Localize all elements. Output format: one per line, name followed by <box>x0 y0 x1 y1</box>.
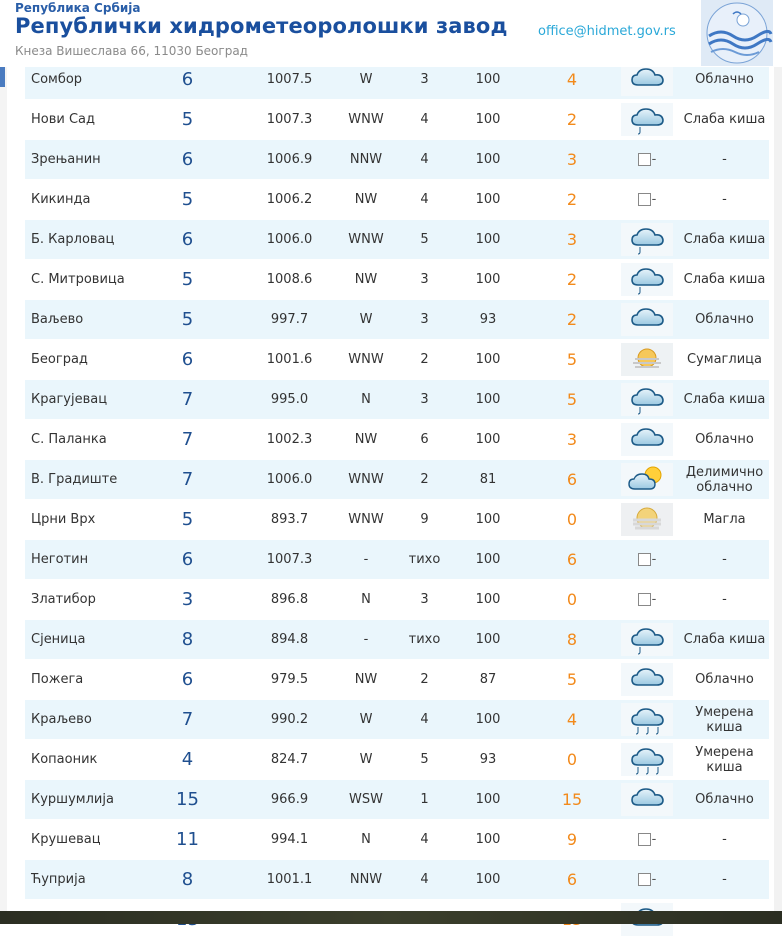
wind-direction: NW <box>329 180 403 220</box>
cloudy-icon <box>621 423 673 456</box>
weather-icon-cell <box>614 220 680 260</box>
feels-like: 2 <box>530 180 614 220</box>
station-name: Сјеница <box>25 620 125 660</box>
left-edge <box>0 67 7 924</box>
light-rain-icon <box>621 263 673 296</box>
broken-image-icon: - <box>638 592 657 607</box>
wind-direction: NNW <box>329 860 403 900</box>
moderate-rain-icon <box>621 743 673 776</box>
wind-speed: 4 <box>403 100 446 140</box>
station-name: Крагујевац <box>25 380 125 420</box>
feels-like: 5 <box>530 380 614 420</box>
humidity: 87 <box>446 660 530 700</box>
weather-description: Слаба киша <box>680 620 769 660</box>
humidity: 100 <box>446 820 530 860</box>
humidity: 100 <box>446 60 530 100</box>
table-row <box>25 700 769 740</box>
email-link[interactable]: office@hidmet.gov.rs <box>538 24 676 39</box>
pressure: 1006.0 <box>250 460 329 500</box>
wind-direction: NNW <box>329 140 403 180</box>
site-title[interactable]: Републички хидрометеоролошки завод <box>15 14 508 38</box>
wind-speed: 2 <box>403 340 446 380</box>
haze-icon <box>621 343 673 376</box>
temperature: 6 <box>125 540 250 580</box>
station-name: Црни Врх <box>25 500 125 540</box>
weather-description: - <box>680 180 769 220</box>
table-row <box>25 620 769 660</box>
station-name: Зрењанин <box>25 140 125 180</box>
weather-description: Облачно <box>680 660 769 700</box>
wind-direction: N <box>329 580 403 620</box>
table-row <box>25 420 769 460</box>
humidity: 100 <box>446 700 530 740</box>
feels-like: 2 <box>530 300 614 340</box>
partly-cloudy-icon <box>621 463 673 496</box>
temperature: 7 <box>125 420 250 460</box>
wind-speed: 5 <box>403 740 446 780</box>
humidity: 93 <box>446 740 530 780</box>
humidity: 100 <box>446 220 530 260</box>
wind-speed: 2 <box>403 660 446 700</box>
weather-table <box>25 60 769 940</box>
feels-like: 6 <box>530 540 614 580</box>
feels-like: 0 <box>530 580 614 620</box>
feels-like: 9 <box>530 820 614 860</box>
temperature: 5 <box>125 260 250 300</box>
wind-speed: тихо <box>403 540 446 580</box>
station-name: Крушевац <box>25 820 125 860</box>
pressure: 966.9 <box>250 780 329 820</box>
temperature: 6 <box>125 340 250 380</box>
wind-direction: WNW <box>329 220 403 260</box>
wind-speed: 9 <box>403 500 446 540</box>
wind-direction: W <box>329 300 403 340</box>
wind-direction: - <box>329 540 403 580</box>
weather-icon-cell <box>614 180 680 220</box>
wind-direction: WNW <box>329 340 403 380</box>
wind-speed: 3 <box>403 300 446 340</box>
wind-speed: 4 <box>403 700 446 740</box>
humidity: 100 <box>446 860 530 900</box>
feels-like: 3 <box>530 420 614 460</box>
wind-speed: 1 <box>403 780 446 820</box>
humidity: 100 <box>446 180 530 220</box>
temperature: 11 <box>125 820 250 860</box>
station-name: Неготин <box>25 540 125 580</box>
weather-description: Делимично облачно <box>680 460 769 500</box>
humidity: 100 <box>446 340 530 380</box>
pressure: 894.8 <box>250 620 329 660</box>
table-row <box>25 340 769 380</box>
station-name: Београд <box>25 340 125 380</box>
temperature: 6 <box>125 140 250 180</box>
feels-like: 5 <box>530 660 614 700</box>
station-name: Сомбор <box>25 60 125 100</box>
temperature: 5 <box>125 100 250 140</box>
pressure: 1002.3 <box>250 420 329 460</box>
address: Кнеза Вишеслава 66, 11030 Београд <box>15 44 248 58</box>
station-name: С. Паланка <box>25 420 125 460</box>
moderate-rain-icon <box>621 703 673 736</box>
weather-icon-cell <box>614 540 680 580</box>
table-row <box>25 660 769 700</box>
weather-icon-cell <box>614 780 680 820</box>
light-rain-icon <box>621 223 673 256</box>
temperature: 8 <box>125 860 250 900</box>
table-row <box>25 380 769 420</box>
weather-description: - <box>680 860 769 900</box>
station-name: Ваљево <box>25 300 125 340</box>
station-name: Куршумлија <box>25 780 125 820</box>
temperature: 5 <box>125 180 250 220</box>
station-name: Краљево <box>25 700 125 740</box>
weather-icon-cell <box>614 140 680 180</box>
feels-like: 3 <box>530 140 614 180</box>
feels-like: 6 <box>530 460 614 500</box>
weather-description: Облачно <box>680 60 769 100</box>
wind-speed: 4 <box>403 860 446 900</box>
table-row <box>25 540 769 580</box>
light-rain-icon <box>621 103 673 136</box>
wind-direction: - <box>329 620 403 660</box>
pressure: 896.8 <box>250 580 329 620</box>
broken-image-icon: - <box>638 152 657 167</box>
humidity: 81 <box>446 460 530 500</box>
pressure: 979.5 <box>250 660 329 700</box>
pressure: 1007.5 <box>250 60 329 100</box>
pressure: 995.0 <box>250 380 329 420</box>
table-row <box>25 300 769 340</box>
feels-like: 2 <box>530 260 614 300</box>
weather-description: - <box>680 540 769 580</box>
weather-description: Облачно <box>680 300 769 340</box>
wind-speed: 5 <box>403 220 446 260</box>
weather-description: - <box>680 580 769 620</box>
temperature: 7 <box>125 700 250 740</box>
wind-direction: WNW <box>329 460 403 500</box>
pressure: 824.7 <box>250 740 329 780</box>
table-row <box>25 780 769 820</box>
table-row <box>25 820 769 860</box>
wind-speed: 4 <box>403 140 446 180</box>
humidity: 100 <box>446 540 530 580</box>
broken-image-icon: - <box>638 872 657 887</box>
humidity: 100 <box>446 260 530 300</box>
station-name: Кикинда <box>25 180 125 220</box>
weather-icon-cell <box>614 500 680 540</box>
feels-like: 2 <box>530 100 614 140</box>
weather-description: - <box>680 820 769 860</box>
wind-direction: W <box>329 740 403 780</box>
wind-direction: W <box>329 700 403 740</box>
weather-description: Слаба киша <box>680 260 769 300</box>
wind-speed: 4 <box>403 820 446 860</box>
station-name: С. Митровица <box>25 260 125 300</box>
left-accent <box>0 67 5 87</box>
pressure: 1001.1 <box>250 860 329 900</box>
temperature: 6 <box>125 660 250 700</box>
weather-description: Сумаглица <box>680 340 769 380</box>
temperature: 15 <box>125 780 250 820</box>
temperature: 3 <box>125 580 250 620</box>
fog-icon <box>621 503 673 536</box>
wind-speed: 3 <box>403 260 446 300</box>
table-row <box>25 740 769 780</box>
feels-like: 6 <box>530 860 614 900</box>
wind-speed: 2 <box>403 460 446 500</box>
pressure: 1006.2 <box>250 180 329 220</box>
cloudy-icon <box>621 63 673 96</box>
pressure: 997.7 <box>250 300 329 340</box>
feels-like: 8 <box>530 620 614 660</box>
wind-speed: 3 <box>403 380 446 420</box>
feels-like: 4 <box>530 60 614 100</box>
cloudy-icon <box>621 663 673 696</box>
humidity: 100 <box>446 620 530 660</box>
weather-description: Облачно <box>680 780 769 820</box>
wind-direction: NW <box>329 260 403 300</box>
cloudy-icon <box>621 783 673 816</box>
humidity: 100 <box>446 380 530 420</box>
weather-description: Умерена киша <box>680 740 769 780</box>
weather-description: Слаба киша <box>680 380 769 420</box>
station-name: Б. Карловац <box>25 220 125 260</box>
station-name: Нови Сад <box>25 100 125 140</box>
site-header <box>0 0 782 67</box>
weather-icon-cell <box>614 100 680 140</box>
light-rain-icon <box>621 623 673 656</box>
humidity: 100 <box>446 780 530 820</box>
table-row <box>25 860 769 900</box>
wind-direction: N <box>329 820 403 860</box>
humidity: 100 <box>446 100 530 140</box>
station-name: Ћуприја <box>25 860 125 900</box>
table-row <box>25 460 769 500</box>
feels-like: 15 <box>530 780 614 820</box>
rhmz-logo[interactable] <box>701 0 773 66</box>
country-name: Република Србија <box>15 1 141 15</box>
weather-icon-cell <box>614 620 680 660</box>
pressure: 1007.3 <box>250 100 329 140</box>
wind-direction: NW <box>329 660 403 700</box>
pressure: 990.2 <box>250 700 329 740</box>
station-name: Златибор <box>25 580 125 620</box>
broken-image-icon: - <box>638 192 657 207</box>
table-row <box>25 220 769 260</box>
wind-direction: WNW <box>329 500 403 540</box>
wind-speed: 3 <box>403 60 446 100</box>
station-name: Копаоник <box>25 740 125 780</box>
weather-icon-cell <box>614 260 680 300</box>
weather-icon-cell <box>614 860 680 900</box>
weather-icon-cell <box>614 380 680 420</box>
pressure: 1006.9 <box>250 140 329 180</box>
feels-like: 0 <box>530 740 614 780</box>
table-row <box>25 500 769 540</box>
humidity: 100 <box>446 420 530 460</box>
weather-description: Умерена киша <box>680 700 769 740</box>
wind-speed: 6 <box>403 420 446 460</box>
weather-icon-cell <box>614 300 680 340</box>
wind-direction: W <box>329 60 403 100</box>
pressure: 893.7 <box>250 500 329 540</box>
temperature: 6 <box>125 60 250 100</box>
pressure: 994.1 <box>250 820 329 860</box>
feels-like: 4 <box>530 700 614 740</box>
temperature: 8 <box>125 620 250 660</box>
bottom-strip <box>0 911 782 924</box>
broken-image-icon: - <box>638 552 657 567</box>
pressure: 1006.0 <box>250 220 329 260</box>
weather-description: Облачно <box>680 420 769 460</box>
wind-speed: тихо <box>403 620 446 660</box>
wind-direction: WSW <box>329 780 403 820</box>
temperature: 5 <box>125 300 250 340</box>
weather-icon-cell <box>614 740 680 780</box>
weather-icon-cell <box>614 820 680 860</box>
station-name: Пожега <box>25 660 125 700</box>
wind-speed: 4 <box>403 180 446 220</box>
station-name: В. Градиште <box>25 460 125 500</box>
feels-like: 0 <box>530 500 614 540</box>
table-row <box>25 100 769 140</box>
wind-direction: WNW <box>329 100 403 140</box>
temperature: 5 <box>125 500 250 540</box>
humidity: 100 <box>446 580 530 620</box>
humidity: 100 <box>446 500 530 540</box>
temperature: 7 <box>125 380 250 420</box>
humidity: 100 <box>446 140 530 180</box>
feels-like: 3 <box>530 220 614 260</box>
temperature: 6 <box>125 220 250 260</box>
weather-description: Магла <box>680 500 769 540</box>
cloudy-icon <box>621 303 673 336</box>
table-row <box>25 180 769 220</box>
weather-description: Слаба киша <box>680 220 769 260</box>
temperature: 4 <box>125 740 250 780</box>
humidity: 93 <box>446 300 530 340</box>
right-edge <box>774 67 782 924</box>
weather-icon-cell <box>614 460 680 500</box>
pressure: 1007.3 <box>250 540 329 580</box>
wind-direction: N <box>329 380 403 420</box>
broken-image-icon: - <box>638 832 657 847</box>
weather-description: - <box>680 140 769 180</box>
weather-icon-cell <box>614 420 680 460</box>
weather-description: Слаба киша <box>680 100 769 140</box>
wind-speed: 3 <box>403 580 446 620</box>
weather-icon-cell <box>614 700 680 740</box>
weather-icon-cell <box>614 340 680 380</box>
table-row <box>25 140 769 180</box>
wind-direction: NW <box>329 420 403 460</box>
pressure: 1001.6 <box>250 340 329 380</box>
weather-icon-cell <box>614 660 680 700</box>
pressure: 1008.6 <box>250 260 329 300</box>
feels-like: 5 <box>530 340 614 380</box>
table-row <box>25 580 769 620</box>
table-row <box>25 260 769 300</box>
weather-icon-cell <box>614 580 680 620</box>
temperature: 7 <box>125 460 250 500</box>
light-rain-icon <box>621 383 673 416</box>
